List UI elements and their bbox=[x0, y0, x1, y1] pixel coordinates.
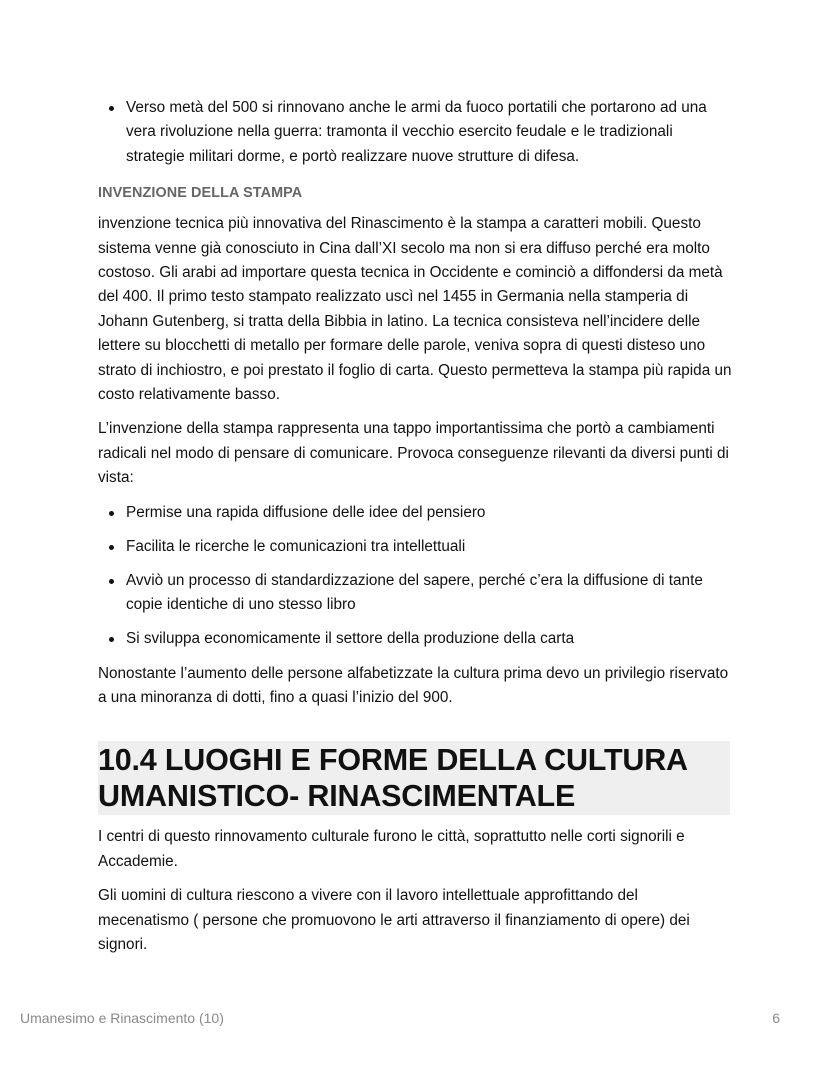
list-item: Facilita le ricerche le comunicazioni tra intellettuali bbox=[98, 535, 733, 559]
paragraph-chapter-patronage: Gli uomini di cultura riescono a vivere con il lavoro intellettuale approfittando del mecenatismo ( persone che promuovono le arti attraverso il finanziamento di opere) dei signori. bbox=[98, 887, 690, 953]
list-item: Si sviluppa economicamente il settore della produzione della carta bbox=[98, 627, 733, 651]
chapter-heading bbox=[98, 741, 730, 815]
list-item: Verso metà del 500 si rinnovano anche le armi da fuoco portatili che portarono ad una vera rivoluzione nella guerra: tramonta il vecchio esercito feudale e le tradizionali strategie militari dorme, e portò realizzare nuove strutture di difesa. bbox=[98, 96, 733, 169]
paragraph-stampa-conclusion: Nonostante l’aumento delle persone alfabetizzate la cultura prima devo un privilegio riservato a una minoranza di dotti, fino a quasi l’inizio del 900. bbox=[98, 664, 729, 706]
list-item: Permise una rapida diffusione delle idee del pensiero bbox=[98, 501, 733, 525]
top-bullet-list bbox=[98, 96, 733, 169]
paragraph-stampa-intro: invenzione tecnica più innovativa del Rinascimento è la stampa a caratteri mobili. Questo sistema venne già conosciuto in Cina dall’XI secolo ma non si era diffuso perché era molto costoso. Gli arabi ad importare questa tecnica in Occidente e cominciò a diffondersi da metà del 400. Il primo testo stampato realizzato uscì nel 1455 in Germania nella stamperia di Johann Gutenberg, si tratta della Bibbia in latino. La tecnica consisteva nell’incidere delle lettere su blocchetti di metallo per formare delle parole, veniva sopra di questi disteso uno strato di inchiostro, e poi prestato il foglio di carta. Questo permetteva la stampa più rapida un costo relativamente basso. bbox=[98, 215, 732, 404]
document-page bbox=[98, 96, 733, 967]
chapter-heading-line2: UMANISTICO- RINASCIMENTALE bbox=[98, 779, 576, 814]
footer-page-number: 6 bbox=[772, 1010, 780, 1026]
consequences-bullet-list bbox=[98, 501, 733, 652]
list-item: Avviò un processo di standardizzazione del sapere, perché c’era la diffusione di tante copie identiche di uno stesso libro bbox=[98, 569, 733, 618]
paragraph-chapter-centers: I centri di questo rinnovamento culturale furono le città, soprattutto nelle corti signorili e Accademie. bbox=[98, 828, 685, 870]
paragraph-stampa-consequences: L’invenzione della stampa rappresenta una tappo importantissima che portò a cambiamenti radicali nel modo di pensare di comunicare. Provoca conseguenze rilevanti da diversi punti di vista: bbox=[98, 420, 729, 487]
chapter-heading-line1: 10.4 LUOGHI E FORME DELLA CULTURA bbox=[98, 743, 688, 778]
section-heading-stampa: INVENZIONE DELLA STAMPA bbox=[98, 185, 303, 202]
footer-title: Umanesimo e Rinascimento (10) bbox=[20, 1010, 224, 1026]
